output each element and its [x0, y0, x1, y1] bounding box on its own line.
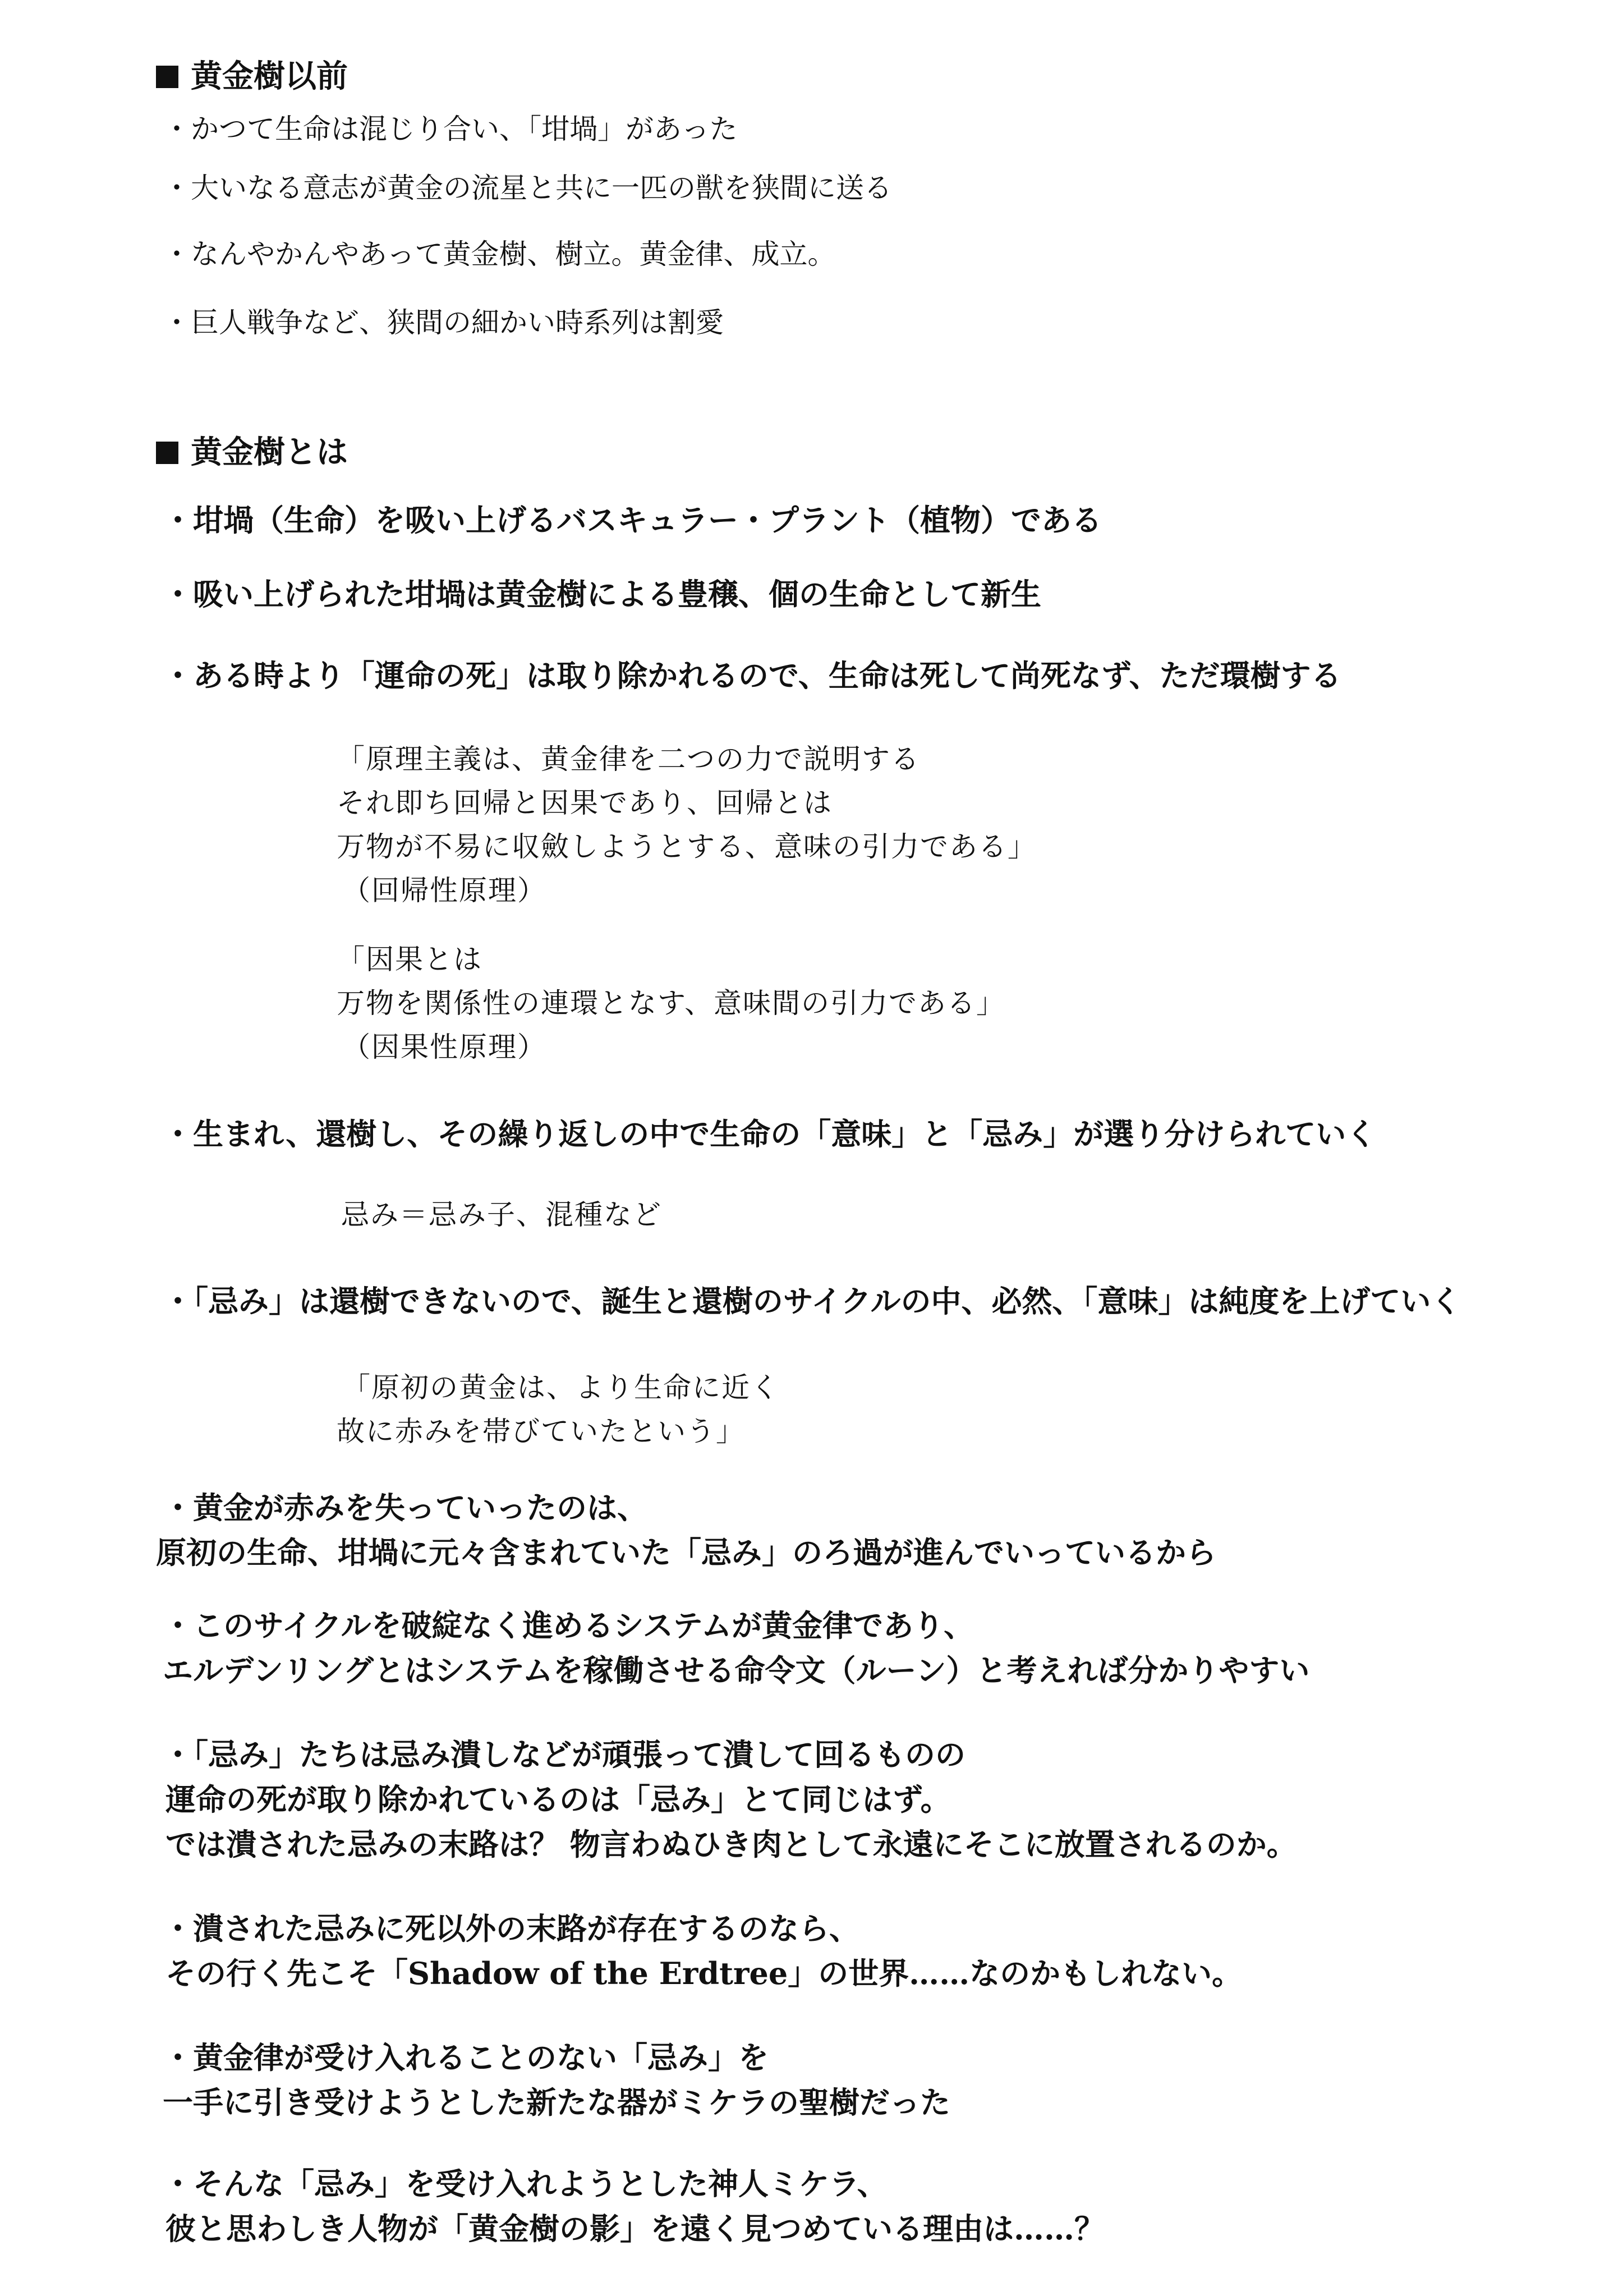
quote-line: 万物を関係性の連環となす、意味間の引力である」	[337, 987, 1005, 1020]
bullet-gold-line: 原初の生命、坩堝に元々含まれていた「忌み」のろ過が進んでいっているから	[156, 1535, 1216, 1571]
quote-line: それ即ち回帰と因果であり、回帰とは	[337, 787, 833, 819]
bullet-shadow-line: ・潰された忌みに死以外の末路が存在するのなら、	[163, 1911, 859, 1946]
bullet-rebirth: ・吸い上げられた坩堝は黄金樹による豊穣、個の生命として新生	[163, 576, 1041, 612]
square-bullet-icon	[156, 442, 178, 464]
quote-line: 「原理主義は、黄金律を二つの力で説明する	[337, 743, 920, 775]
note-omen: 忌み＝忌み子、混種など	[341, 1198, 662, 1231]
list-item: ・かつて生命は混じり合い、「坩堝」があった	[163, 113, 738, 145]
quote-line: 万物が不易に収斂しようとする、意味の引力である」	[337, 830, 1037, 863]
section2-heading	[156, 434, 348, 471]
section2-heading-text: 黄金樹とは	[191, 434, 348, 471]
list-item: ・なんやかんやあって黄金樹、樹立。黄金律、成立。	[163, 238, 836, 270]
bullet-miquella-line: ・そんな「忌み」を受け入れようとした神人ミケラ、	[163, 2166, 888, 2202]
section1-heading-text: 黄金樹以前	[191, 58, 348, 95]
bullet-meaning-omen: ・生まれ、還樹し、その繰り返しの中で生命の「意味」と「忌み」が選り分けられていく	[163, 1116, 1377, 1152]
bullet-system-line: エルデンリングとはシステムを稼働させる命令文（ルーン）と考えれば分かりやすい	[163, 1652, 1310, 1688]
quote-line: 「原初の黄金は、より生命に近く	[342, 1371, 780, 1404]
quote-line: 故に赤みを帯びていたという」	[337, 1415, 745, 1448]
square-bullet-icon	[156, 66, 178, 88]
bullet-crushed-line: ・「忌み」たちは忌み潰しなどが頑張って潰して回るものの	[163, 1737, 965, 1772]
bullet-miquella-tree-line: ・黄金律が受け入れることのない「忌み」を	[163, 2040, 769, 2075]
bullet-crushed-line: 運命の死が取り除かれているのは「忌み」とて同じはず。	[165, 1781, 951, 1817]
bullet-fate-of-death: ・ある時より「運命の死」は取り除かれるので、生命は死して尚死なず、ただ環樹する	[163, 658, 1341, 694]
bullet-shadow-line: その行く先こそ「Shadow of the Erdtree」の世界……なのかもしれない。	[165, 1955, 1243, 1991]
list-item: ・大いなる意志が黄金の流星と共に一匹の獣を狭間に送る	[163, 172, 892, 204]
bullet-gold-line: ・黄金が赤みを失っていったのは、	[163, 1490, 647, 1526]
section1-heading	[156, 58, 348, 95]
bullet-system-line: ・このサイクルを破綻なく進めるシステムが黄金律であり、	[163, 1608, 974, 1643]
bullet-crushed-line: では潰された忌みの末路は？ 物言わぬひき肉として永遠にそこに放置されるのか。	[165, 1826, 1297, 1862]
bullet-miquella-line: 彼と思わしき人物が「黄金樹の影」を遠く見つめている理由は……？	[165, 2211, 1105, 2247]
bullet-miquella-tree-line: 一手に引き受けようとした新たな器がミケラの聖樹だった	[163, 2084, 950, 2120]
bullet-purity: ・「忌み」は還樹できないので、誕生と還樹のサイクルの中、必然、「意味」は純度を上げていく	[163, 1283, 1461, 1319]
quote-line: 「因果とは	[337, 943, 482, 976]
bullet-vascular: ・坩堝（生命）を吸い上げるバスキュラー・プラント（植物）である	[163, 502, 1102, 538]
quote-source: （因果性原理）	[342, 1031, 546, 1063]
quote-source: （回帰性原理）	[342, 874, 546, 907]
list-item: ・巨人戦争など、狭間の細かい時系列は割愛	[163, 306, 724, 339]
